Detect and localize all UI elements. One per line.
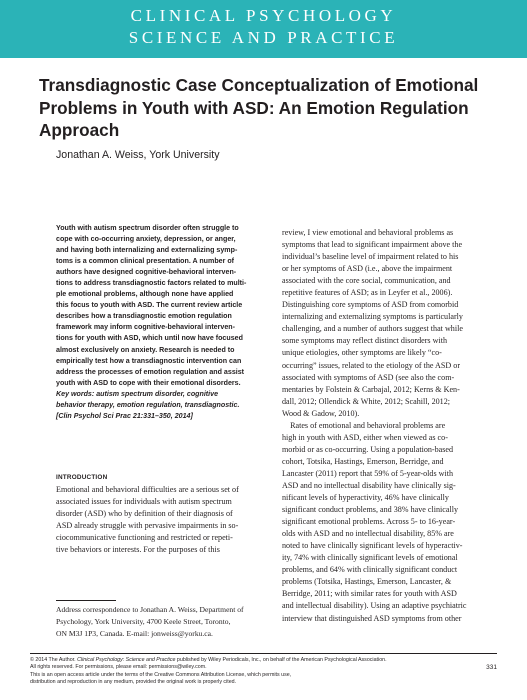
license-line: This is an open access article under the terms of the Creative Commons Attribution License, which permits use,: [30, 671, 292, 678]
address-line: Psychology, York University, 4700 Keele Street, Toronto,: [56, 616, 231, 626]
copyright-prefix: © 2014 The Author.: [30, 657, 78, 663]
permissions-line: All rights reserved. For permissions, please email: permissions@wiley.com.: [30, 664, 207, 671]
citation-line: [Clin Psychol Sci Prac 21:331–350, 2014]: [56, 411, 193, 420]
abstract-line: address the processes of emotion regulation and assist: [56, 367, 245, 376]
abstract-line: toms is a common clinical presentation. A number of: [56, 257, 235, 266]
body-line: ciocommunicative functioning and restricted or repeti-: [56, 533, 233, 543]
body-line: some symptoms may reflect distinct disorders with: [282, 336, 447, 346]
author-affiliation: Jonathan A. Weiss, York University: [56, 149, 220, 161]
body-line: significant conduct problems, and 38% have clinically: [282, 505, 458, 515]
body-line: Berridge, 2011; with similar rates for youth with ASD: [282, 589, 457, 599]
address-line: Address correspondence to Jonathan A. Weiss, Department of: [56, 605, 244, 614]
body-line: disorder (ASD) who by definition of their diagnosis of: [56, 509, 233, 519]
body-line: Wood & Gadow, 2010).: [282, 408, 360, 418]
abstract-line: framework may inform cognitive-behavioral interven-: [56, 323, 235, 332]
abstract-line: cope with co-occurring anxiety, depression, or anger,: [56, 235, 236, 244]
article-title: [39, 74, 499, 142]
body-line: associated issues for individuals with autism spectrum: [56, 497, 232, 507]
page-number: 331: [486, 664, 497, 671]
body-line: Lancaster (2011) report that 59% of 5-year-olds with: [282, 468, 454, 478]
abstract: [56, 223, 271, 422]
abstract-line: describes how a transdiagnostic emotion regulation: [56, 312, 232, 321]
body-line: occurring” issues, related to the etiology of the ASD or: [282, 360, 461, 370]
copyright-line: [30, 657, 497, 664]
body-line: or her symptoms of ASD (i.e., above the impairment: [282, 264, 453, 274]
correspondence-address: [56, 604, 271, 639]
title-line: Approach: [39, 120, 120, 140]
body-line: nificant levels of hyperactivity, 46% have clinically: [282, 493, 449, 503]
journal-name-line1: CLINICAL PSYCHOLOGY: [130, 6, 397, 25]
body-line: Emotional and behavioral difficulties are a serious set of: [56, 485, 239, 494]
body-line: interview that distinguished ASD symptoms from other: [282, 613, 462, 623]
body-line: challenging, and a number of authors suggest that while: [282, 324, 463, 334]
copyright-footer: [30, 657, 497, 686]
abstract-line: and having both internalizing and externalizing symp-: [56, 246, 238, 255]
license-line: distribution and reproduction in any medium, provided the original work is properly cited.: [30, 678, 237, 685]
body-line: review, I view emotional and behavioral problems as: [282, 228, 454, 237]
abstract-line: tions for youth with ASD, which until now have focused: [56, 334, 243, 343]
body-line: noted to have clinically significant levels of hyperactiv-: [282, 541, 463, 551]
abstract-line: empirically test how a transdiagnostic intervention can: [56, 356, 242, 365]
title-line: Problems in Youth with ASD: An Emotion Regulation: [39, 97, 469, 118]
abstract-line: Youth with autism spectrum disorder often struggle to: [56, 224, 239, 232]
abstract-line: youth with ASD to cope with their emotional disorders.: [56, 378, 241, 387]
abstract-line: tions to address transdiagnostic factors related to multi-: [56, 279, 247, 288]
introduction-heading: INTRODUCTION: [56, 474, 108, 481]
body-line: Rates of emotional and behavioral problems are: [282, 420, 446, 430]
body-line: individual’s baseline level of impairment related to his: [282, 252, 459, 262]
keywords-line: behavior therapy, emotion regulation, transdiagnostic.: [56, 400, 240, 409]
abstract-line: authors have designed cognitive-behavioral interven-: [56, 268, 237, 277]
body-line: tive behaviors or interests. For the purposes of this: [56, 545, 220, 555]
body-line: associated with symptoms of ASD (see also the com-: [282, 372, 455, 382]
body-line: unique etiologies, other symptoms are likely “co-: [282, 348, 442, 358]
body-line: internalizing and externalizing symptoms is particularly: [282, 312, 463, 322]
body-line: morbid or as co-occurring. Using a population-based: [282, 444, 454, 454]
abstract-line: this focus to youth with ASD. The current review article: [56, 301, 243, 310]
keywords-line: Key words: autism spectrum disorder, cognitive: [56, 389, 219, 398]
body-line: ASD already struggle with pervasive impairments in so-: [56, 521, 239, 531]
body-line: significant emotional problems. Across 5- to 16-year-: [282, 517, 456, 527]
body-line: ity, 74% with clinically significant levels of emotional: [282, 553, 458, 563]
body-line: olds with ASD and no intellectual disability, 85% are: [282, 529, 454, 539]
body-line: problems, and 64% with clinically significant conduct: [282, 565, 458, 575]
copyright-journal: Clinical Psychology: Science and Practice: [77, 657, 176, 663]
abstract-line: almost exclusively on anxiety. Research is needed to: [56, 345, 235, 354]
address-line: ON M3J 1P3, Canada. E-mail: jonweiss@yorku.ca.: [56, 628, 213, 638]
body-line: Distinguishing core symptoms of ASD from comorbid: [282, 300, 459, 310]
title-line: Transdiagnostic Case Conceptualization of Emotional: [39, 75, 479, 95]
journal-name-line2: SCIENCE AND PRACTICE: [128, 28, 399, 47]
body-line: associated with the core social, communication, and: [282, 276, 451, 286]
abstract-line: ple emotional problems, although none have applied: [56, 290, 234, 299]
body-line: cohort, Totsika, Hastings, Emerson, Berridge, and: [282, 456, 444, 466]
body-line: mentaries by Folstein & Carbajal, 2012; Kerns & Ken-: [282, 384, 460, 394]
body-line: and intellectual disability). Using an adaptive psychiatric: [282, 601, 467, 611]
body-line: symptoms that lead to significant impairment above the: [282, 240, 463, 250]
copyright-suffix: published by Wiley Periodicals, Inc., on behalf of the American Psychological Association.: [175, 657, 387, 663]
right-column-text: [282, 227, 497, 625]
introduction-text: [56, 484, 271, 556]
body-line: repetitive features of ASD; as in Leyfer et al., 2006).: [282, 288, 453, 298]
footnote-rule: [56, 600, 116, 601]
body-line: problems (Totsika, Hastings, Emerson, Lancaster, &: [282, 577, 452, 587]
footer-rule: [30, 653, 497, 654]
body-line: dall, 2012; Ollendick & White, 2012; Scahill, 2012;: [282, 396, 451, 406]
body-line: ASD and no intellectual disability have clinically sig-: [282, 480, 456, 490]
body-line: high in youth with ASD, either when viewed as co-: [282, 432, 448, 442]
journal-banner: [0, 0, 527, 58]
